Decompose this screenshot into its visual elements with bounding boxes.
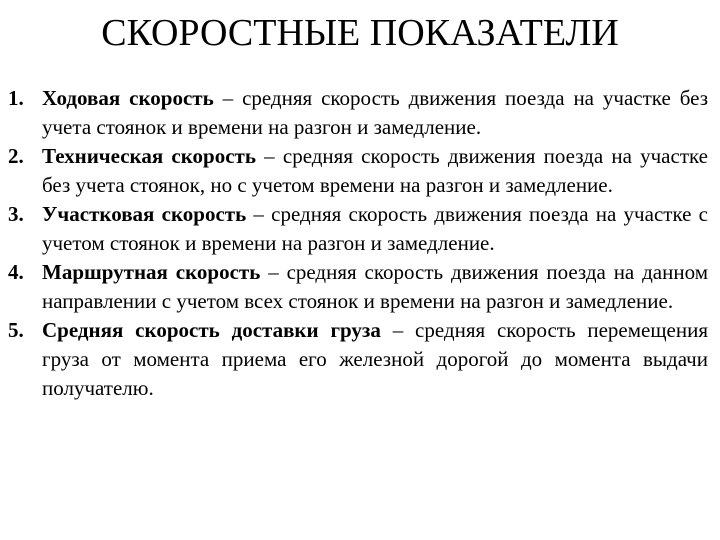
item-number: 5. xyxy=(8,318,24,342)
list-item xyxy=(8,84,708,142)
item-term: Маршрутная скорость xyxy=(42,260,261,284)
item-definition: – средняя скорость движения поезда на данном направлении с учетом всех стоянок и времени на разгон и замедление. xyxy=(42,260,708,313)
slide-title: СКОРОСТНЫЕ ПОКАЗАТЕЛИ xyxy=(101,12,619,54)
item-number: 1. xyxy=(8,86,24,110)
item-definition: – средняя скорость движения поезда на участке без учета стоянок, но с учетом времени на разгон и замедление. xyxy=(42,144,708,197)
item-number: 4. xyxy=(8,260,24,284)
list-item xyxy=(8,316,708,403)
item-definition: – средняя скорость движения поезда на участке с учетом стоянок и времени на разгон и замедление. xyxy=(42,202,708,255)
item-term: Техническая скорость xyxy=(42,144,256,168)
item-term: Ходовая скорость xyxy=(42,86,214,110)
item-number: 3. xyxy=(8,202,24,226)
item-term: Участковая скорость xyxy=(42,202,247,226)
list-item xyxy=(8,200,708,258)
item-definition: – средняя скорость движения поезда на участке без учета стоянок и времени на разгон и замедление. xyxy=(42,86,709,139)
speed-indicators-list xyxy=(8,84,708,403)
item-definition: – средняя скорость перемещения груза от момента приема его железной дорогой до момента выдачи получателю. xyxy=(42,318,708,400)
item-term: Средняя скорость доставки груза xyxy=(42,318,381,342)
item-number: 2. xyxy=(8,144,24,168)
list-item xyxy=(8,142,708,200)
list-item xyxy=(8,258,708,316)
